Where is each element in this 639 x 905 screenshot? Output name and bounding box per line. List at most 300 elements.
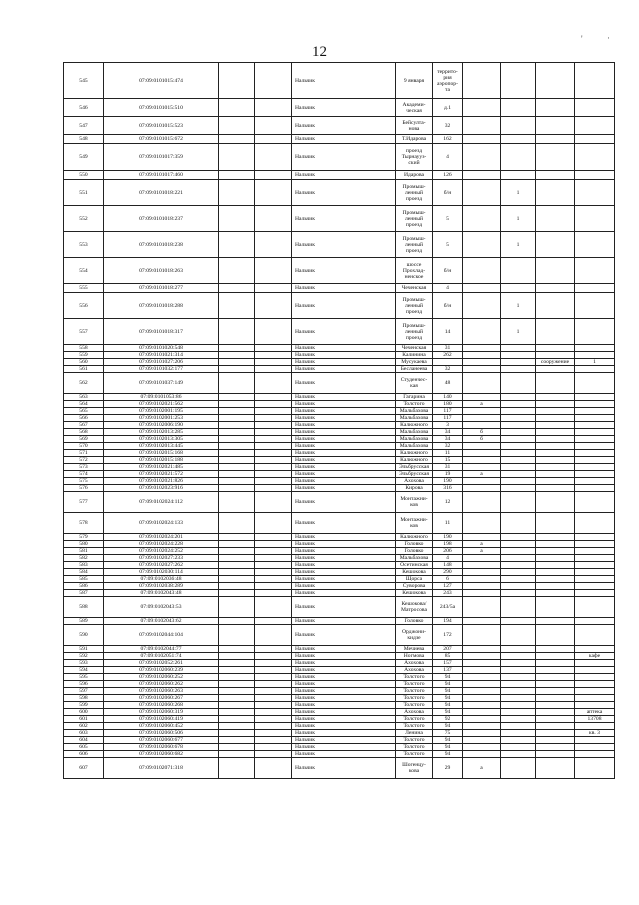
letter (463, 688, 501, 695)
city-name: Нальчик (292, 443, 396, 450)
note (575, 457, 615, 464)
row-number: 576 (64, 485, 104, 492)
row-number: 607 (64, 758, 104, 779)
object-type (536, 117, 575, 135)
row-number: 585 (64, 576, 104, 583)
cadastral-number: 07:09:0102060:252 (104, 674, 219, 681)
cadastral-number: 07:09:0102023:916 (104, 485, 219, 492)
empty-cell (255, 408, 292, 415)
extra-field (501, 625, 536, 646)
cadastral-number: 07:09:0101020:548 (104, 345, 219, 352)
letter (463, 345, 501, 352)
letter (463, 171, 501, 180)
city-name: Нальчик (292, 646, 396, 653)
table-row (64, 576, 615, 583)
empty-cell (219, 590, 255, 597)
row-number: 577 (64, 492, 104, 513)
cadastral-number: 07:09:0102030:114 (104, 569, 219, 576)
street-name: Суворова (396, 583, 433, 590)
street-name: Калинина (396, 352, 433, 359)
note (575, 513, 615, 534)
street-name: Кешокова (396, 569, 433, 576)
cadastral-number: 07:09:0102024:133 (104, 513, 219, 534)
city-name: Нальчик (292, 450, 396, 457)
house-number: 94 (433, 737, 463, 744)
empty-cell (219, 723, 255, 730)
letter (463, 583, 501, 590)
extra-field (501, 534, 536, 541)
empty-cell (219, 352, 255, 359)
letter (463, 464, 501, 471)
empty-cell (255, 758, 292, 779)
extra-field (501, 401, 536, 408)
cadastral-number: 07:09:0101018:277 (104, 284, 219, 293)
street-name: Толстого (396, 716, 433, 723)
street-name: Толстого (396, 751, 433, 758)
extra-field (501, 359, 536, 366)
object-type (536, 723, 575, 730)
street-name: Эльбрусская (396, 464, 433, 471)
empty-cell (255, 548, 292, 555)
letter: а (463, 758, 501, 779)
city-name: Нальчик (292, 408, 396, 415)
city-name: Нальчик (292, 464, 396, 471)
note: 13708 (575, 716, 615, 723)
extra-field (501, 135, 536, 144)
object-type (536, 590, 575, 597)
cadastral-number: 07:09:0101015:523 (104, 117, 219, 135)
empty-cell (255, 513, 292, 534)
street-name: Толстого (396, 681, 433, 688)
extra-field (501, 117, 536, 135)
extra-field (501, 450, 536, 457)
empty-cell (219, 478, 255, 485)
extra-field (501, 171, 536, 180)
row-number: 579 (64, 534, 104, 541)
object-type (536, 352, 575, 359)
note (575, 744, 615, 751)
empty-cell (219, 293, 255, 319)
cadastral-number: 07:09:0101017:460 (104, 171, 219, 180)
cadastral-number: 07:09:0102060:452 (104, 723, 219, 730)
cadastral-number: 07:09:0102052:261 (104, 660, 219, 667)
table-row (64, 135, 615, 144)
table-row (64, 63, 615, 99)
letter (463, 135, 501, 144)
empty-cell (219, 730, 255, 737)
house-number: 4 (433, 144, 463, 171)
note (575, 415, 615, 422)
note (575, 723, 615, 730)
letter (463, 660, 501, 667)
street-name: Кирова (396, 485, 433, 492)
object-type (536, 653, 575, 660)
cadastral-number: 07:09:0102043:48 (104, 590, 219, 597)
street-name: Толстого (396, 674, 433, 681)
note: 1 (575, 359, 615, 366)
object-type (536, 457, 575, 464)
table-row (64, 590, 615, 597)
empty-cell (219, 695, 255, 702)
empty-cell (255, 345, 292, 352)
extra-field (501, 457, 536, 464)
street-name: Толстого (396, 695, 433, 702)
cadastral-number: 07:09:0101053:86 (104, 394, 219, 401)
letter (463, 99, 501, 117)
house-number: 4 (433, 284, 463, 293)
object-type (536, 345, 575, 352)
city-name: Нальчик (292, 667, 396, 674)
object-type (536, 618, 575, 625)
object-type (536, 562, 575, 569)
object-type (536, 63, 575, 99)
note (575, 394, 615, 401)
letter (463, 751, 501, 758)
house-number: 94 (433, 702, 463, 709)
empty-cell (255, 401, 292, 408)
row-number: 595 (64, 674, 104, 681)
table-row (64, 450, 615, 457)
letter (463, 737, 501, 744)
city-name: Нальчик (292, 702, 396, 709)
house-number: 198 (433, 541, 463, 548)
note (575, 373, 615, 394)
table-row (64, 359, 615, 366)
letter (463, 144, 501, 171)
note (575, 625, 615, 646)
extra-field (501, 618, 536, 625)
row-number: 578 (64, 513, 104, 534)
object-type (536, 674, 575, 681)
object-type (536, 716, 575, 723)
house-number: 180 (433, 401, 463, 408)
house-number: 157 (433, 660, 463, 667)
street-name: Толстого (396, 401, 433, 408)
letter (463, 359, 501, 366)
table-row (64, 492, 615, 513)
empty-cell (219, 457, 255, 464)
street-name: Мальбахова (396, 429, 433, 436)
object-type (536, 751, 575, 758)
empty-cell (219, 737, 255, 744)
object-type (536, 422, 575, 429)
row-number: 572 (64, 457, 104, 464)
empty-cell (219, 359, 255, 366)
extra-field (501, 583, 536, 590)
note: кафе (575, 653, 615, 660)
letter (463, 293, 501, 319)
row-number: 602 (64, 723, 104, 730)
row-number: 575 (64, 478, 104, 485)
note (575, 63, 615, 99)
city-name: Нальчик (292, 206, 396, 232)
empty-cell (255, 618, 292, 625)
note (575, 443, 615, 450)
house-number: 3 (433, 422, 463, 429)
street-name: Промыш- ленный проезд (396, 180, 433, 206)
empty-cell (219, 144, 255, 171)
table-row (64, 284, 615, 293)
street-name: Промыш- ленный проезд (396, 232, 433, 258)
row-number: 601 (64, 716, 104, 723)
letter (463, 702, 501, 709)
letter (463, 352, 501, 359)
cadastral-number: 07:09:0101018:288 (104, 293, 219, 319)
row-number: 589 (64, 618, 104, 625)
house-number: 32 (433, 117, 463, 135)
empty-cell (219, 541, 255, 548)
object-type (536, 555, 575, 562)
house-number: 140 (433, 394, 463, 401)
street-name: Промыш- ленный проезд (396, 206, 433, 232)
note (575, 206, 615, 232)
street-name: Мусукаева (396, 359, 433, 366)
cadastral-number: 07:09:0102021:562 (104, 401, 219, 408)
street-name: шоссе Прохлад- ненское (396, 258, 433, 284)
empty-cell (219, 534, 255, 541)
note (575, 590, 615, 597)
empty-cell (255, 695, 292, 702)
house-number: 31 (433, 464, 463, 471)
cadastral-number: 07:09:0101017:359 (104, 144, 219, 171)
row-number: 561 (64, 366, 104, 373)
table-row (64, 534, 615, 541)
note (575, 319, 615, 345)
empty-cell (219, 660, 255, 667)
extra-field (501, 541, 536, 548)
street-name: Головко (396, 618, 433, 625)
note (575, 408, 615, 415)
letter: б (463, 429, 501, 436)
empty-cell (255, 429, 292, 436)
note (575, 436, 615, 443)
extra-field (501, 555, 536, 562)
city-name: Нальчик (292, 555, 396, 562)
extra-field (501, 485, 536, 492)
extra-field (501, 660, 536, 667)
city-name: Нальчик (292, 401, 396, 408)
extra-field (501, 99, 536, 117)
extra-field (501, 737, 536, 744)
table-row (64, 319, 615, 345)
city-name: Нальчик (292, 534, 396, 541)
extra-field (501, 674, 536, 681)
empty-cell (219, 667, 255, 674)
table-row (64, 618, 615, 625)
empty-cell (255, 597, 292, 618)
table-row (64, 345, 615, 352)
house-number: 11 (433, 450, 463, 457)
street-name: Промыш- ленный проезд (396, 293, 433, 319)
cadastral-number: 07:09:0102024:228 (104, 541, 219, 548)
row-number: 600 (64, 709, 104, 716)
object-type (536, 408, 575, 415)
empty-cell (219, 284, 255, 293)
empty-cell (219, 716, 255, 723)
note (575, 171, 615, 180)
street-name: Монтажни- ков (396, 492, 433, 513)
note (575, 674, 615, 681)
object-type (536, 513, 575, 534)
house-number: 117 (433, 408, 463, 415)
object-type (536, 737, 575, 744)
note (575, 597, 615, 618)
table-row (64, 485, 615, 492)
letter (463, 408, 501, 415)
letter (463, 744, 501, 751)
empty-cell (219, 258, 255, 284)
extra-field (501, 751, 536, 758)
extra-field (501, 366, 536, 373)
empty-cell (219, 548, 255, 555)
row-number: 603 (64, 730, 104, 737)
cadastral-number: 07:09:0102036:48 (104, 576, 219, 583)
house-number: 262 (433, 352, 463, 359)
cadastral-number: 07:09:0102015:168 (104, 450, 219, 457)
street-name: Кешокова (396, 590, 433, 597)
city-name: Нальчик (292, 562, 396, 569)
table-row (64, 681, 615, 688)
row-number: 594 (64, 667, 104, 674)
house-number: 6 (433, 576, 463, 583)
extra-field (501, 345, 536, 352)
note (575, 562, 615, 569)
empty-cell (255, 63, 292, 99)
row-number: 596 (64, 681, 104, 688)
house-number: 148 (433, 562, 463, 569)
note (575, 534, 615, 541)
note (575, 293, 615, 319)
note (575, 667, 615, 674)
house-number: 94 (433, 723, 463, 730)
extra-field (501, 415, 536, 422)
street-name: Ленина (396, 730, 433, 737)
letter: а (463, 541, 501, 548)
letter (463, 513, 501, 534)
cadastral-number: 07:09:0102021:572 (104, 471, 219, 478)
empty-cell (219, 562, 255, 569)
cadastral-number: 07:09:0102015:188 (104, 457, 219, 464)
row-number: 590 (64, 625, 104, 646)
note (575, 450, 615, 457)
cadastral-number: 07:09:0101018:317 (104, 319, 219, 345)
empty-cell (219, 366, 255, 373)
row-number: 574 (64, 471, 104, 478)
street-name: Бесланеева (396, 366, 433, 373)
street-name: Кешокова/ Матросова (396, 597, 433, 618)
table-row (64, 758, 615, 779)
object-type (536, 492, 575, 513)
city-name: Нальчик (292, 751, 396, 758)
table-row (64, 436, 615, 443)
letter (463, 555, 501, 562)
house-number: 172 (433, 625, 463, 646)
city-name: Нальчик (292, 471, 396, 478)
street-name: Промыш- ленный проезд (396, 319, 433, 345)
row-number: 587 (64, 590, 104, 597)
cadastral-number: 07:09:0101018:221 (104, 180, 219, 206)
row-number: 550 (64, 171, 104, 180)
cadastral-number: 07:09:0102060:267 (104, 695, 219, 702)
street-name: Толстого (396, 688, 433, 695)
street-name: Толстого (396, 737, 433, 744)
extra-field (501, 436, 536, 443)
letter (463, 625, 501, 646)
object-type (536, 730, 575, 737)
note (575, 429, 615, 436)
empty-cell (255, 457, 292, 464)
street-name: Калюжного (396, 422, 433, 429)
extra-field (501, 394, 536, 401)
row-number: 546 (64, 99, 104, 117)
empty-cell (255, 443, 292, 450)
city-name: Нальчик (292, 394, 396, 401)
empty-cell (255, 373, 292, 394)
house-number (433, 359, 463, 366)
house-number: д.1 (433, 99, 463, 117)
table-row (64, 541, 615, 548)
letter (463, 730, 501, 737)
object-type (536, 99, 575, 117)
city-name: Нальчик (292, 117, 396, 135)
letter: а (463, 548, 501, 555)
table-row (64, 464, 615, 471)
page-number: 12 (312, 44, 327, 60)
note (575, 464, 615, 471)
city-name: Нальчик (292, 135, 396, 144)
extra-field (501, 422, 536, 429)
city-name: Нальчик (292, 618, 396, 625)
row-number: 555 (64, 284, 104, 293)
house-number: б/н (433, 293, 463, 319)
cadastral-number: 07:09:0101018:237 (104, 206, 219, 232)
empty-cell (255, 394, 292, 401)
extra-field (501, 352, 536, 359)
cadastral-number: 07:09:0102060:239 (104, 667, 219, 674)
house-number: 190 (433, 534, 463, 541)
city-name: Нальчик (292, 513, 396, 534)
empty-cell (255, 716, 292, 723)
cadastral-number: 07:09:0102027:262 (104, 562, 219, 569)
note: кв. 3 (575, 730, 615, 737)
row-number: 586 (64, 583, 104, 590)
object-type (536, 450, 575, 457)
empty-cell (219, 422, 255, 429)
object-type (536, 576, 575, 583)
street-name: Чеченская (396, 345, 433, 352)
row-number: 582 (64, 555, 104, 562)
object-type (536, 394, 575, 401)
note (575, 352, 615, 359)
extra-field (501, 548, 536, 555)
object-type: сооружение (536, 359, 575, 366)
note (575, 695, 615, 702)
city-name: Нальчик (292, 284, 396, 293)
city-name: Нальчик (292, 625, 396, 646)
row-number: 597 (64, 688, 104, 695)
object-type (536, 232, 575, 258)
street-name: 9 января (396, 63, 433, 99)
house-number: 194 (433, 618, 463, 625)
row-number: 588 (64, 597, 104, 618)
street-name: Орджони- кидзе (396, 625, 433, 646)
empty-cell (219, 206, 255, 232)
street-name: Чеченская (396, 284, 433, 293)
row-number: 583 (64, 562, 104, 569)
extra-field (501, 429, 536, 436)
city-name: Нальчик (292, 688, 396, 695)
empty-cell (255, 232, 292, 258)
